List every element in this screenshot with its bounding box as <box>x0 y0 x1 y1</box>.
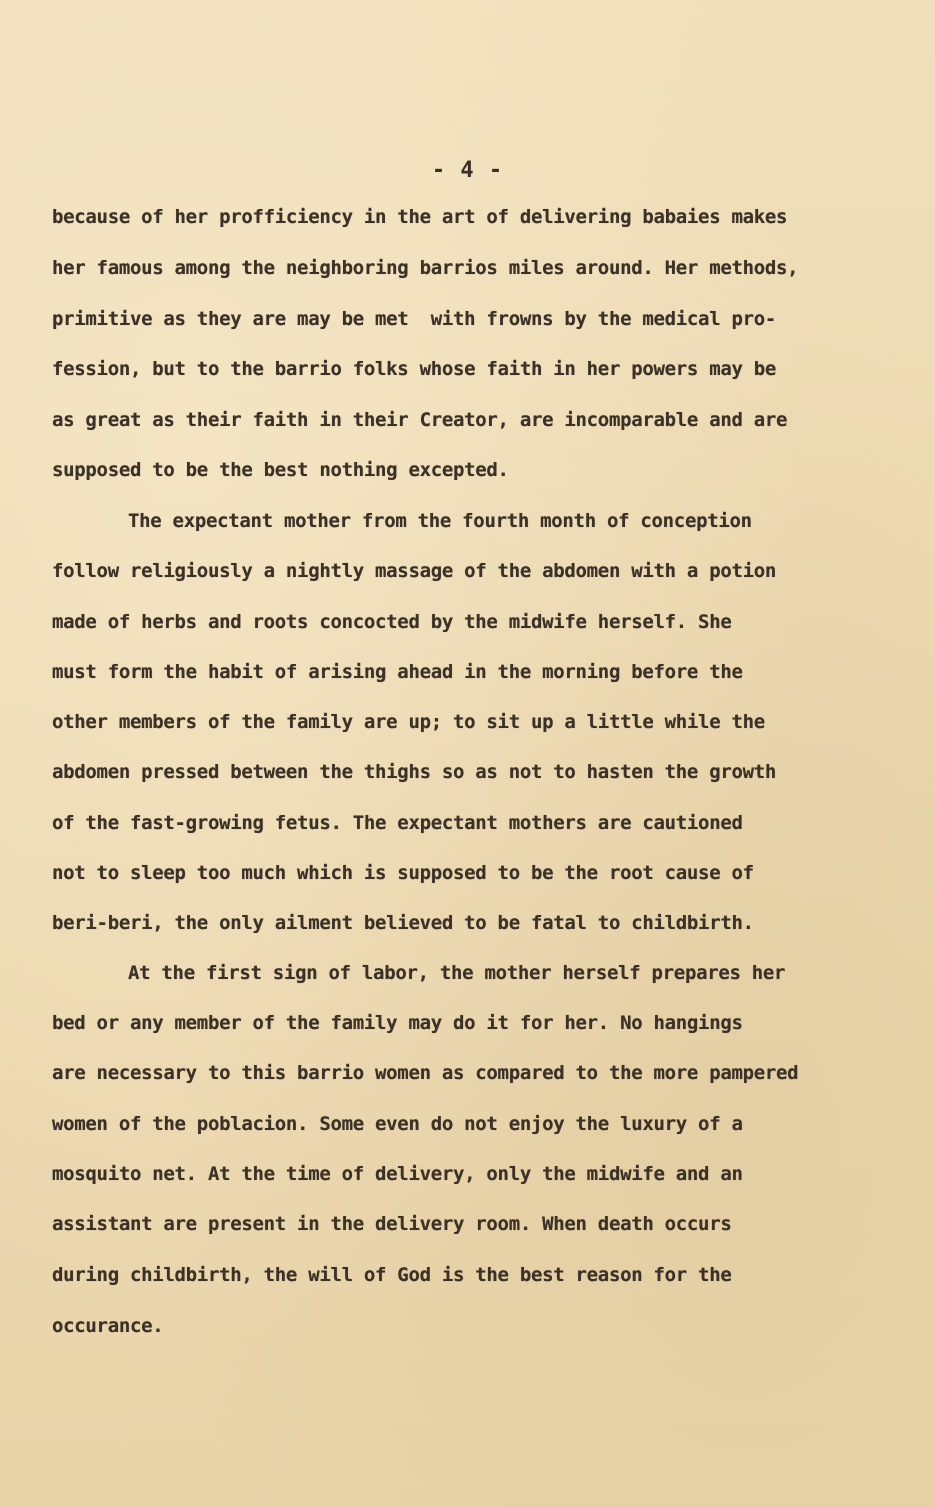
text-line: bed or any member of the family may do it for her. No hangings <box>52 1012 743 1034</box>
paragraph-first-line: The expectant mother from the fourth month of conception <box>128 510 752 532</box>
text-line: supposed to be the best nothing excepted. <box>52 459 509 481</box>
text-line: beri-beri, the only ailment believed to be fatal to childbirth. <box>52 912 754 934</box>
paragraph-first-line: At the first sign of labor, the mother herself prepares her <box>128 962 786 984</box>
text-line: because of her profficiency in the art of delivering babaies makes <box>52 206 788 228</box>
text-line: mosquito net. At the time of delivery, only the midwife and an <box>52 1163 743 1185</box>
text-line: are necessary to this barrio women as compared to the more pampered <box>52 1062 799 1084</box>
text-line: during childbirth, the will of God is the best reason for the <box>52 1264 732 1286</box>
text-line: other members of the family are up; to sit up a little while the <box>52 711 765 733</box>
text-line: her famous among the neighboring barrios miles around. Her methods, <box>52 257 799 279</box>
text-line: assistant are present in the delivery room. When death occurs <box>52 1213 732 1235</box>
text-line: as great as their faith in their Creator, are incomparable and are <box>52 409 788 431</box>
text-line: abdomen pressed between the thighs so as not to hasten the growth <box>52 761 777 783</box>
page-number: - 4 - <box>431 158 504 183</box>
text-line: must form the habit of arising ahead in the morning before the <box>52 661 743 683</box>
text-line: women of the poblacion. Some even do not enjoy the luxury of a <box>52 1113 743 1135</box>
text-line: of the fast-growing fetus. The expectant mothers are cautioned <box>52 812 743 834</box>
text-line: not to sleep too much which is supposed to be the root cause of <box>52 862 754 884</box>
text-line: made of herbs and roots concocted by the midwife herself. She <box>52 611 732 633</box>
text-line: occurance. <box>52 1315 164 1337</box>
text-line: fession, but to the barrio folks whose faith in her powers may be <box>52 358 777 380</box>
text-line: follow religiously a nightly massage of the abdomen with a potion <box>52 560 777 582</box>
text-line: primitive as they are may be met with frowns by the medical pro- <box>52 308 777 330</box>
